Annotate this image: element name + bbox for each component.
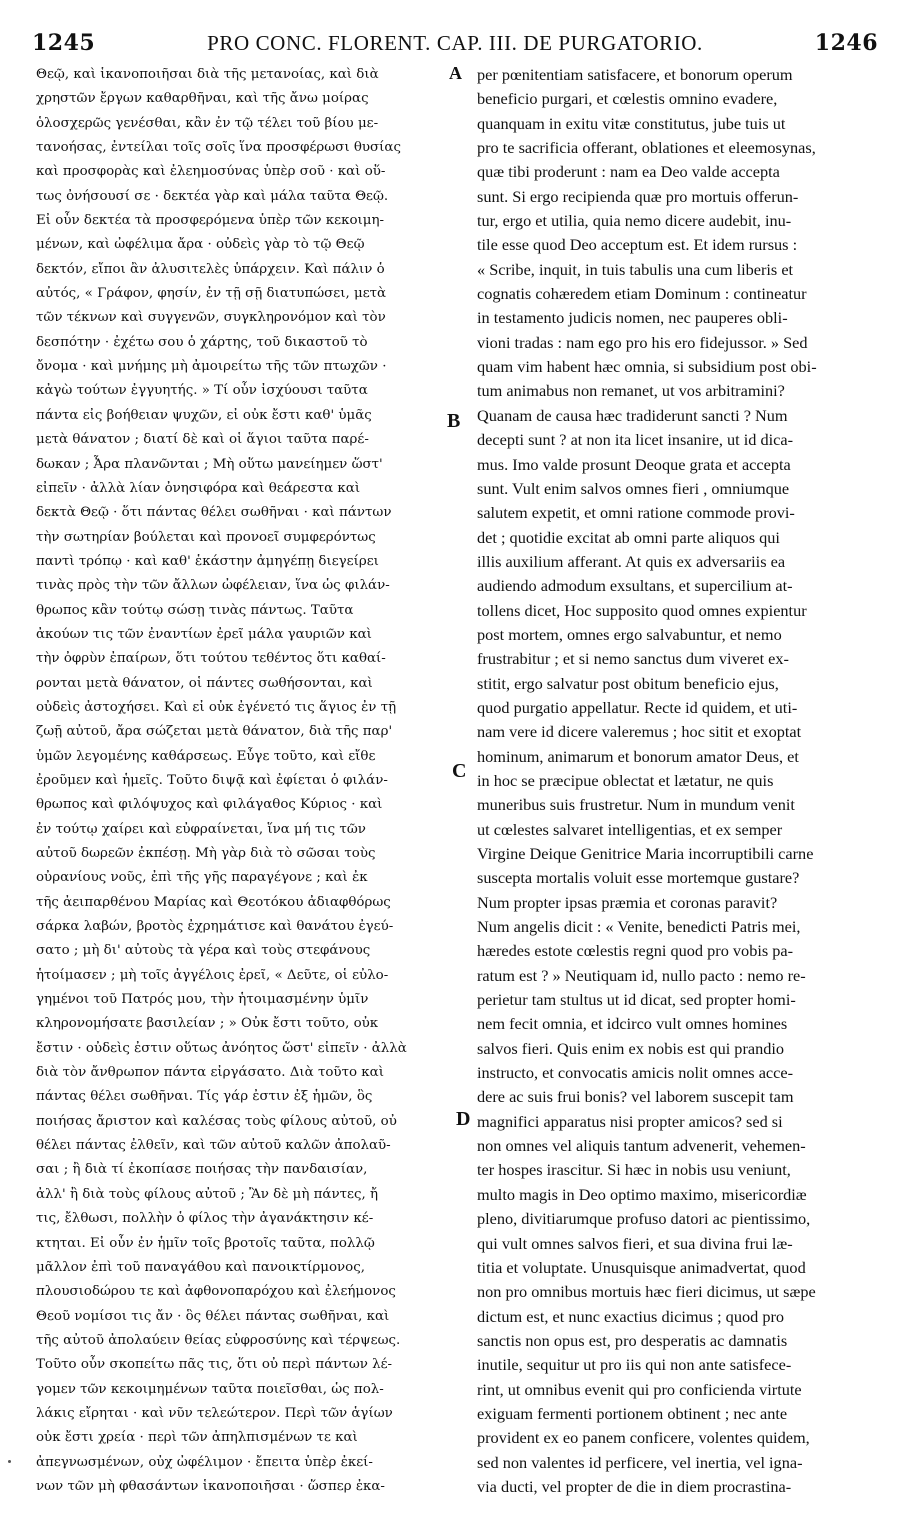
latin-text-line: suscepta mortalis voluit esse mortemque gustare? xyxy=(477,868,800,888)
page-number-left: 1245 xyxy=(32,30,96,56)
latin-text-line: tile esse quod Deo acceptum est. Et idem rursus : xyxy=(477,235,798,255)
latin-text-line: nam vere id dicere valeremus ; hoc sitit et exoptat xyxy=(477,722,802,742)
greek-text-column xyxy=(36,63,454,1499)
greek-text-line: αὐτός, « Γράφον, φησίν, ἐν τῇ σῇ διατυπώσει, μετὰ xyxy=(36,286,387,302)
latin-text-line: magnifici apparatus nisi propter amicos? sed si xyxy=(477,1111,783,1131)
latin-text-line: pleno, divitiarumque profuso datori ac pientissimo, xyxy=(477,1209,811,1229)
greek-text-line: νων τῶν μὴ φθασάντων ἱκανοποιῆσαι · ὥσπερ ἐκα- xyxy=(36,1478,385,1494)
latin-text-line: tum animabus non remanet, ut vos arbitramini? xyxy=(477,381,785,401)
latin-text-line: illis auxilium afferant. At quis ex adversariis ea xyxy=(477,551,786,571)
greek-text-line: ὑμῶν λεγομένης καθάρσεως. Εὖγε τοῦτο, καὶ εἴθε xyxy=(36,748,376,764)
greek-text-line: τὴν σωτηρίαν βούλεται καὶ προνοεῖ συμφερόντως xyxy=(36,529,376,545)
latin-text-line: in testamento judicis nomen, nec pauperes obli- xyxy=(477,308,788,328)
greek-text-line: δωκαν ; Ἆρα πλανῶνται ; Μὴ οὕτω μανείημεν ὥστ' xyxy=(36,456,383,472)
greek-text-line: δεσπότην · ἐχέτω σου ὁ χάρτης, τοῦ δικαστοῦ τὸ xyxy=(36,334,368,350)
greek-text-line: κἀγὼ τούτων ἐγγυητής. » Τί οὖν ἰσχύουσι ταῦτα xyxy=(36,383,368,399)
latin-text-line: sed non valentes id perficere, vel inertia, vel igna- xyxy=(477,1452,803,1472)
greek-text-line: θρωπος κἂν τούτῳ σώσῃ τινὰς πάντως. Ταῦτα xyxy=(36,602,354,618)
latin-text-line: « Scribe, inquit, in tuis tabulis una cum liberis et xyxy=(477,259,794,279)
latin-text-line: exiguam fermenti portionem obtinent ; nec ante xyxy=(477,1403,788,1423)
greek-text-line: δεκτὰ Θεῷ · ὅτι πάντας θέλει σωθῆναι · καὶ πάντων xyxy=(36,505,392,521)
latin-text-line: frustrabitur ; et si nemo sanctus dum viveret ex- xyxy=(477,649,789,669)
greek-text-line: ἐροῦμεν καὶ ἡμεῖς. Τοῦτο διψᾷ καὶ ἐφίεται ὁ φιλάν- xyxy=(36,772,388,788)
greek-text-line: γημένοι τοῦ Πατρός μου, τὴν ἡτοιμασμένην ὑμῖν xyxy=(36,992,369,1008)
greek-text-line: ἀλλ' ἢ διὰ τοὺς φίλους αὐτοῦ ; Ἂν δὲ μὴ πάντες, ἤ xyxy=(36,1186,378,1202)
latin-text-line: perietur tam stultus ut id dicat, sed propter homi- xyxy=(477,990,796,1010)
greek-text-line: τανοήσας, ἐντείλαι τοῖς σοῖς ἵνα προσφέρωσι θυσίας xyxy=(36,140,401,156)
greek-text-line: τὴν ὀφρὺν ἐπαίρων, ὅτι τούτου τεθέντος ὅτι καθαί- xyxy=(36,651,386,667)
latin-text-line: sunt. Si ergo recipienda quæ pro mortuis offerun- xyxy=(477,186,799,206)
latin-text-line: muneribus suis frustretur. Num in mundum venit xyxy=(477,795,795,815)
greek-text-line: παντὶ τρόπῳ · καὶ καθ' ἑκάστην ἀμηγέπῃ διεγείρει xyxy=(36,553,379,569)
greek-text-line: Εἰ οὖν δεκτέα τὰ προσφερόμενα ὑπὲρ τῶν κεκοιμη- xyxy=(36,213,385,229)
greek-text-line: Τοῦτο οὖν σκοπείτω πᾶς τις, ὅτι οὐ περὶ πάντων λέ- xyxy=(36,1357,393,1373)
greek-text-line: ρονται μετὰ θάνατον, οἱ πάντες σωθήσονται, καὶ xyxy=(36,675,373,691)
latin-text-line: decepti sunt ? at non ita licet insanire, ut id dica- xyxy=(477,430,794,450)
latin-text-line: non pro omnibus mortuis hæc fieri dicimus, ut sæpe xyxy=(477,1282,816,1302)
greek-text-line: τως ὀνήσουσί σε · δεκτέα γὰρ καὶ μάλα ταῦτα Θεῷ. xyxy=(36,188,389,204)
latin-text-line: cognatis cohæredem etiam Dominum : contineatur xyxy=(477,284,807,304)
page-number-right: 1246 xyxy=(814,30,878,56)
greek-text-line: σαι ; ἢ διὰ τί ἐκοπίασε ποιήσας τὴν πανδαισίαν, xyxy=(36,1162,368,1178)
greek-text-line: λάκις εἴρηται · καὶ νῦν τελεώτερον. Περὶ τῶν ἁγίων xyxy=(36,1405,393,1421)
greek-text-line: χρηστῶν ἔργων καθαρθῆναι, καὶ τῆς ἄνω μοίρας xyxy=(36,91,369,107)
latin-text-line: rint, ut omnibus evenit qui pro conficienda virtute xyxy=(477,1379,802,1399)
latin-text-line: pro te sacrificia offerant, oblationes et eleemosynas, xyxy=(477,138,816,158)
running-header xyxy=(32,30,878,60)
section-marker-b: B xyxy=(447,410,461,432)
greek-text-line: δεκτόν, εἴποι ἂν ἀλυσιτελὲς ὑπάρχειν. Καὶ πάλιν ὁ xyxy=(36,261,385,277)
latin-text-line: Virgine Deique Genitrice Maria incorruptibili carne xyxy=(477,844,814,863)
latin-text-column xyxy=(477,63,881,1499)
greek-text-line: ζωῇ αὐτοῦ, ἄρα σώζεται μετὰ θάνατον, διὰ τῆς παρ' xyxy=(36,724,393,740)
greek-text-line: ἀπεγνωσμένων, οὐχ ὠφέλιμον · ἔπειτα ὑπὲρ ἐκεί- xyxy=(36,1454,373,1470)
greek-text-line: οὐρανίους νοῦς, ἐπὶ τῆς γῆς παραγέγονε ; καὶ ἐκ xyxy=(36,870,368,886)
greek-text-line: τινὰς πρὸς τὴν τῶν ἄλλων ὠφέλειαν, ἵνα ὡς φιλάν- xyxy=(36,578,390,594)
latin-text-line: Num propter ipsas præmia et coronas paravit? xyxy=(477,892,778,912)
greek-text-line: εἰπεῖν · ἀλλὰ λίαν ὀνησιφόρα καὶ θεάρεστα καὶ xyxy=(36,480,361,496)
latin-text-line: salutem expetit, et omni ratione commode provi- xyxy=(477,503,795,523)
latin-text-line: det ; quotidie excitat ab omni parte aliquos qui xyxy=(477,527,780,547)
latin-text-line: qui vult omnes salvos fieri, et sua divina frui læ- xyxy=(477,1233,793,1253)
latin-text-line: salvos fieri. Quis enim ex nobis est qui prandio xyxy=(477,1038,785,1058)
greek-text-line: τῆς αὐτοῦ ἀπολαύειν θείας εὐφροσύνης καὶ τέρψεως. xyxy=(36,1332,401,1348)
greek-text-line: Θεῷ, καὶ ἱκανοποιῆσαι διὰ τῆς μετανοίας, καὶ διὰ xyxy=(36,67,379,82)
greek-text-line: πλουσιοδώρου τε καὶ ἀφθονοπαρόχου καὶ ἐλεήμονος xyxy=(36,1284,396,1300)
latin-text-line: provident ex eo panem conficere, volentes quidem, xyxy=(477,1428,810,1448)
greek-text-line: πάντας θέλει σωθῆναι. Τίς γάρ ἐστιν ἐξ ἡμῶν, ὃς xyxy=(36,1089,373,1105)
greek-text-line: γομεν τῶν κεκοιμημένων ταῦτα ποιεῖσθαι, ὡς πολ- xyxy=(36,1381,384,1397)
latin-text-line: ratum est ? » Neutiquam id, nullo pacto : nemo re- xyxy=(477,965,806,985)
latin-text-line: audiendo admodum exsultans, et supercilium at- xyxy=(477,576,793,596)
greek-text-line: οὐδεὶς ἀστοχήσει. Καὶ εἰ οὐκ ἐγένετό τις ἅγιος ἐν τῇ xyxy=(36,699,397,715)
greek-text-line: αὐτοῦ δωρεῶν ἐκπέσῃ. Μὴ γὰρ διὰ τὸ σῶσαι τοὺς xyxy=(36,846,376,861)
latin-text-line: ter hospes irascitur. Si hæc in nobis usu veniunt, xyxy=(477,1160,791,1180)
greek-text-line: καὶ προσφορὰς καὶ ἐλεημοσύνας ὑπὲρ σοῦ · καὶ οὕ- xyxy=(36,164,386,180)
greek-text-line: κτηται. Εἰ οὖν ἐν ἡμῖν τοῖς βροτοῖς ταῦτα, πολλῷ xyxy=(36,1235,375,1251)
latin-text-line: nem fecit omnia, et idcirco vult omnes homines xyxy=(477,1014,788,1034)
latin-text-line: sunt. Vult enim salvos omnes fieri , omniumque xyxy=(477,478,790,498)
section-marker-d: D xyxy=(456,1108,471,1130)
greek-text-line: μένων, καὶ ὠφέλιμα ἄρα · οὐδεὶς γὰρ τὸ τῷ Θεῷ xyxy=(36,237,365,253)
latin-text-line: non omnes vel aliquis tantum advenerit, vehemen- xyxy=(477,1136,806,1156)
latin-text-line: sanctis non opus est, pro desperatis ac damnatis xyxy=(477,1330,788,1350)
greek-text-line: ποιήσας ἄριστον καὶ καλέσας τοὺς φίλους αὐτοῦ, οὐ xyxy=(36,1113,397,1129)
greek-text-line: θέλει πάντας ἐλθεῖν, καὶ τῶν αὐτοῦ καλῶν ἀπολαῦ- xyxy=(36,1138,391,1154)
latin-text-line: ut cœlestes salvaret intelligentias, et ex semper xyxy=(477,819,783,839)
latin-text-line: tur, ergo et utilia, quia nemo dicere audebit, inu- xyxy=(477,211,792,231)
greek-text-line: πάντα εἰς βοήθειαν ψυχῶν, εἰ οὐκ ἔστι καθ' ὑμᾶς xyxy=(36,407,372,423)
greek-text-line: μᾶλλον ἐπὶ τοῦ παναγάθου καὶ πανοικτίρμονος, xyxy=(36,1259,365,1275)
latin-text-line: multo magis in Deo optimo maximo, misericordiæ xyxy=(477,1184,807,1204)
greek-text-line: σατο ; μὴ δι' αὐτοὺς τὰ γέρα καὶ τοὺς στεφάνους xyxy=(36,943,371,959)
greek-text-line: ἡτοίμασεν ; μὴ τοῖς ἀγγέλοις ἐρεῖ, « Δεῦτε, οἱ εὐλο- xyxy=(36,967,389,983)
greek-text-line: μετὰ θάνατον ; διατί δὲ καὶ οἱ ἅγιοι ταῦτα παρέ- xyxy=(36,432,369,448)
greek-text-line: ἐν τούτῳ χαίρει καὶ εὐφραίνεται, ἵνα μή τις τῶν xyxy=(36,821,366,837)
print-speck xyxy=(8,1460,11,1463)
latin-text-line: inutile, sequitur ut pro iis qui non ante satisfece- xyxy=(477,1355,792,1375)
latin-text-line: post mortem, omnes ergo salvabuntur, et nemo xyxy=(477,624,782,644)
latin-text-line: via ducti, vel propter de die in diem procrastina- xyxy=(477,1476,792,1496)
latin-text-line: quod purgatio appellatur. Recte id quidem, et uti- xyxy=(477,697,798,717)
latin-text-line: hæredes estote cœlestis regni quod pro vobis pa- xyxy=(477,941,794,961)
running-title: PRO CONC. FLORENT. CAP. III. DE PURGATORIO. xyxy=(207,31,703,55)
latin-text-line: quam vim habent hæc omnia, si subsidium post obi- xyxy=(477,357,817,377)
section-marker-c: C xyxy=(452,760,467,782)
greek-text-line: σάρκα λαβών, βροτὸς ἐχρημάτισε καὶ θανάτου ἐγεύ- xyxy=(36,919,394,935)
latin-text-line: instructo, et convocatis amicis nolit omnes acce- xyxy=(477,1063,794,1083)
latin-text-line: quæ tibi proderunt : nam ea Deo valde accepta xyxy=(477,162,780,182)
greek-text-line: θρωπος καὶ φιλόψυχος καὶ φιλάγαθος Κύριος · καὶ xyxy=(36,797,383,813)
latin-text-line: mus. Imo valde prosunt Deoque grata et accepta xyxy=(477,454,791,474)
latin-text-line: beneficio purgari, et cœlestis omnino evadere, xyxy=(477,89,778,109)
latin-text-line: Quanam de causa hæc tradiderunt sancti ? Num xyxy=(477,405,788,425)
greek-text-line: διὰ τὸν ἄνθρωπον πάντα εἰργάσατο. Διὰ τοῦτο καὶ xyxy=(36,1065,384,1081)
latin-text-line: hominum, animarum et bonorum amator Deus, et xyxy=(477,746,799,766)
greek-text-line: οὐκ ἔστι χρεία · περὶ τῶν ἀπηλπισμένων τε καὶ xyxy=(36,1430,358,1446)
latin-text-line: dere ac suis frui bonis? vel laborem suscepit tam xyxy=(477,1087,794,1107)
greek-text-line: ὄνομα · καὶ μνήμης μὴ ἀμοιρείτω τῆς τῶν πτωχῶν · xyxy=(36,359,387,375)
latin-text-line: tollens dicet, Hoc supposito quod omnes expientur xyxy=(477,600,807,620)
greek-text-line: Θεοῦ νομίσοι τις ἄν · ὃς θέλει πάντας σωθῆναι, καὶ xyxy=(36,1308,390,1324)
latin-text-line: vioni tradas : nam ego pro his ero fidejussor. » Sed xyxy=(477,332,808,352)
latin-text-line: dictum est, et nunc exactius dicimus ; quod pro xyxy=(477,1306,785,1326)
section-marker-a: A xyxy=(449,63,462,83)
greek-text-line: τις, ἔλθωσι, πολλὴν ὁ φίλος τὴν ἀγανάκτησιν κέ- xyxy=(36,1211,374,1227)
greek-text-line: κληρονομήσατε βασιλείαν ; » Οὐκ ἔστι τοῦτο, οὐκ xyxy=(36,1016,379,1032)
greek-text-line: ἀκούων τις τῶν ἐναντίων ἐρεῖ μάλα γαυριῶν καὶ xyxy=(36,626,372,642)
latin-text-line: in hoc se præcipue oblectat et lætatur, ne quis xyxy=(477,770,774,790)
latin-text-line: titia et voluptate. Unusquisque animadvertat, quod xyxy=(477,1257,806,1277)
greek-text-line: ἔστιν · οὐδεὶς ἐστιν οὕτως ἀνόητος ὥστ' εἰπεῖν · ἀλλὰ xyxy=(36,1040,407,1056)
greek-text-line: τῶν τέκνων καὶ συγγενῶν, συγκληρονόμον καὶ τὸν xyxy=(36,310,386,326)
latin-text-line: quanquam in exitu vitæ constitutus, jube tuis ut xyxy=(477,113,786,133)
greek-text-line: τῆς ἀειπαρθένου Μαρίας καὶ Θεοτόκου ἀδιαφθόρως xyxy=(36,894,391,910)
latin-text-line: stitit, ergo salvatur post obitum beneficio ejus, xyxy=(477,673,779,693)
greek-text-line: ὁλοσχερῶς γενέσθαι, κἂν ἐν τῷ τέλει τοῦ βίου με- xyxy=(36,115,379,131)
latin-text-line: per pœnitentiam satisfacere, et bonorum operum xyxy=(477,65,793,84)
latin-text-line: Num angelis dicit : « Venite, benedicti Patris mei, xyxy=(477,917,801,937)
